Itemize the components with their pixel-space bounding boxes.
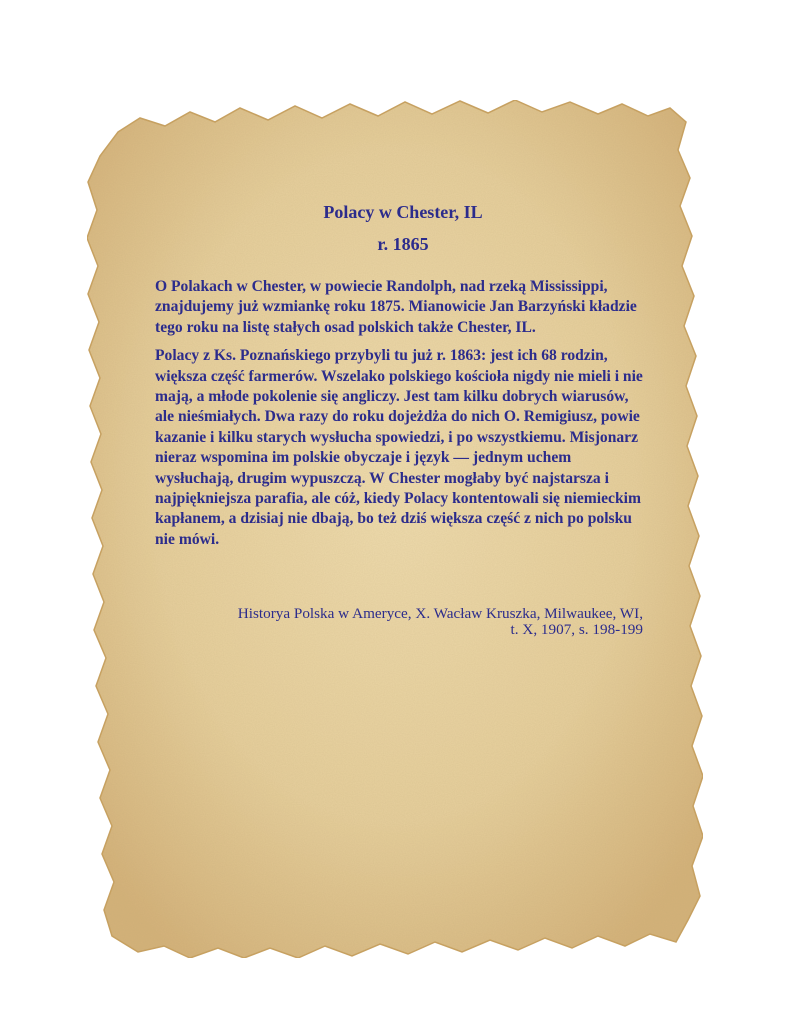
- title-line-1: Polacy w Chester, IL: [323, 202, 483, 222]
- citation: [203, 606, 643, 638]
- citation-line-1: Historya Polska w Ameryce, X. Wacław Kruszka, Milwaukee, WI,: [237, 605, 643, 622]
- title-line-2: r. 1865: [377, 234, 429, 254]
- citation-line-2: t. X, 1907, s. 198-199: [510, 621, 643, 638]
- document-text: [155, 196, 643, 550]
- paragraph-2: Polacy z Ks. Poznańskiego przybyli tu już r. 1863: jest ich 68 rodzin, większa część farmerów. Wszelako polskiego kościoła nigdy nie mieli i nie mają, a młode pokolenie się angliczy. Jest tam kilku dobrych wiarusów, ale nieśmiałych. Dwa razy do roku dojeżdża do nich O. Remigiusz, powie kazanie i kilku starych wysłucha spowiedzi, i po wszystkiemu. Misjonarz nieraz wspomina im polskie obyczaje i język — jednym uchem wysłuchają, drugim wypuszczą. W Chester mogłaby być najstarsza i najpiękniejsza parafia, ale cóż, kiedy Polacy kontentowali się niemieckim kapłanem, a dzisiaj nie dbają, bo też dziś większa część z nich po polsku nie mówi.: [155, 347, 643, 548]
- paragraph-1: O Polakach w Chester, w powiecie Randolph, nad rzeką Mississippi, znajdujemy już wzmiankę roku 1875. Mianowicie Jan Barzyński kładzie tego roku na listę stałych osad polskich także Chester, IL.: [155, 278, 637, 336]
- document-title: [155, 196, 643, 260]
